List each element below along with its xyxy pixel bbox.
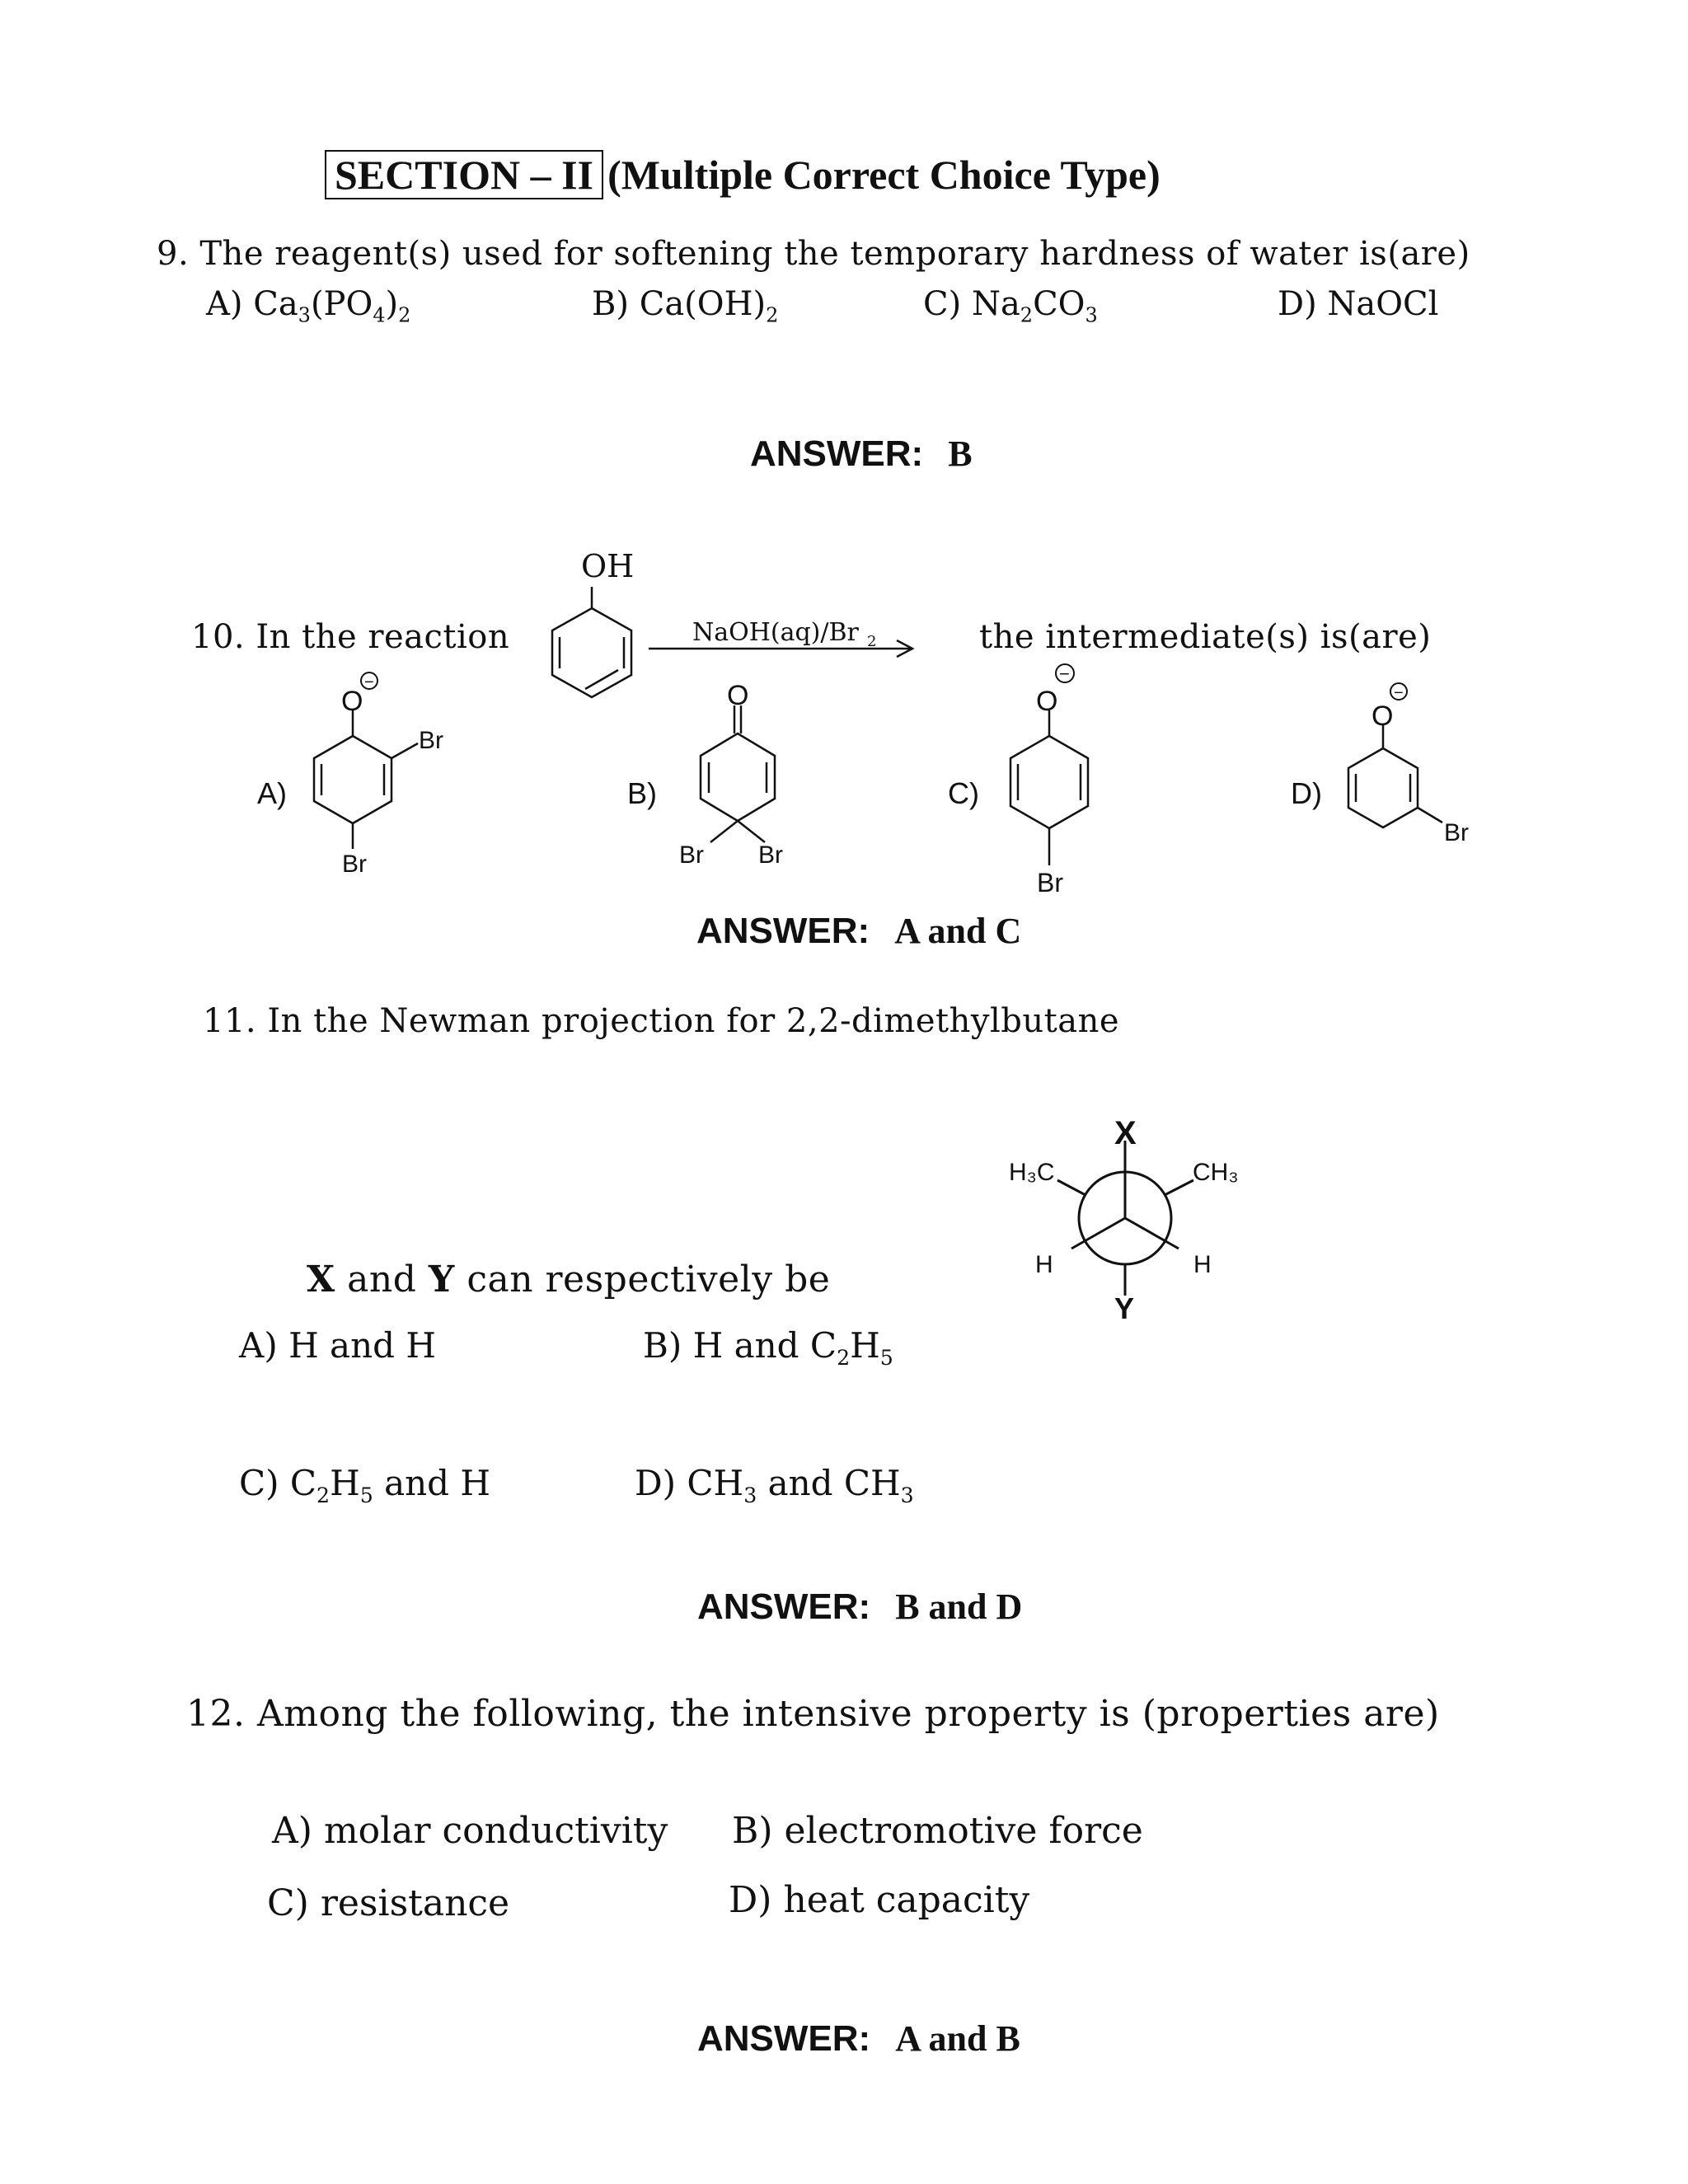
- svg-text:Br: Br: [419, 727, 443, 754]
- q11-option-d: D) $CH_3$ and $CH_3$: [635, 1463, 914, 1507]
- svg-text:A): A): [257, 776, 287, 810]
- svg-text:C): C): [948, 776, 979, 810]
- svg-text:Br: Br: [679, 841, 704, 869]
- svg-text:Br: Br: [758, 841, 783, 869]
- q11-answer: ANSWER: B and D: [697, 1586, 1023, 1627]
- svg-text:B): B): [627, 776, 657, 810]
- q11-xy-statement: X and Y can respectively be: [307, 1258, 831, 1301]
- svg-text:CH₃: CH₃: [1193, 1159, 1239, 1186]
- q9-option-b: B) $Ca(OH)_2$: [592, 285, 779, 327]
- q12-option-a: A) molar conductivity: [272, 1810, 668, 1852]
- question-10: 10. In the reaction: [191, 618, 510, 656]
- q11-option-a: A) H and H: [239, 1325, 437, 1366]
- svg-text:Br: Br: [342, 851, 367, 878]
- svg-text:O: O: [727, 680, 749, 711]
- q10-answer: ANSWER: A and C: [696, 911, 1022, 951]
- q11-option-b: B) H and $C_2H_5$: [643, 1325, 893, 1370]
- svg-text:−: −: [1394, 684, 1404, 702]
- q9-option-d: D) NaOCl: [1278, 285, 1439, 323]
- svg-text:H: H: [1035, 1251, 1053, 1278]
- q11-option-c: C) $C_2H_5$ and H: [239, 1463, 491, 1507]
- svg-text:D): D): [1291, 776, 1322, 810]
- svg-text:Br: Br: [1444, 819, 1469, 846]
- q12-option-b: B) electromotive force: [732, 1810, 1143, 1852]
- svg-text:O: O: [1372, 701, 1394, 732]
- section-title: (Multiple Correct Choice Type): [607, 152, 1160, 198]
- svg-text:Y: Y: [1114, 1291, 1135, 1325]
- svg-text:H: H: [1193, 1251, 1212, 1278]
- svg-text:O: O: [1036, 686, 1058, 717]
- section-label: SECTION – II: [325, 150, 603, 199]
- q9-answer: ANSWER: B: [750, 434, 973, 474]
- svg-text:X: X: [1114, 1115, 1137, 1151]
- svg-text:O: O: [341, 686, 363, 717]
- q12-answer: ANSWER: A and B: [697, 2018, 1020, 2059]
- svg-text:Br: Br: [1037, 868, 1063, 898]
- svg-text:NaOH(aq)/Br: NaOH(aq)/Br: [692, 618, 859, 647]
- q9-option-a: A) $Ca_3(PO_4)_2$: [206, 285, 411, 327]
- svg-text:−: −: [364, 673, 374, 691]
- question-9: 9. The reagent(s) used for softening the temporary hardness of water is(are): [157, 235, 1470, 273]
- q9-option-c: C) $Na_2CO_3$: [923, 285, 1098, 327]
- question-11: 11. In the Newman projection for 2,2-dimethylbutane: [203, 1002, 1120, 1040]
- svg-text:2: 2: [867, 633, 877, 650]
- q12-option-c: C) resistance: [267, 1882, 510, 1924]
- q12-option-d: D) heat capacity: [729, 1879, 1030, 1921]
- svg-text:OH: OH: [581, 548, 635, 584]
- svg-text:H₃C: H₃C: [1009, 1159, 1055, 1186]
- svg-text:−: −: [1059, 663, 1070, 684]
- question-10-tail: the intermediate(s) is(are): [979, 618, 1432, 656]
- question-12: 12. Among the following, the intensive property is (properties are): [186, 1693, 1440, 1735]
